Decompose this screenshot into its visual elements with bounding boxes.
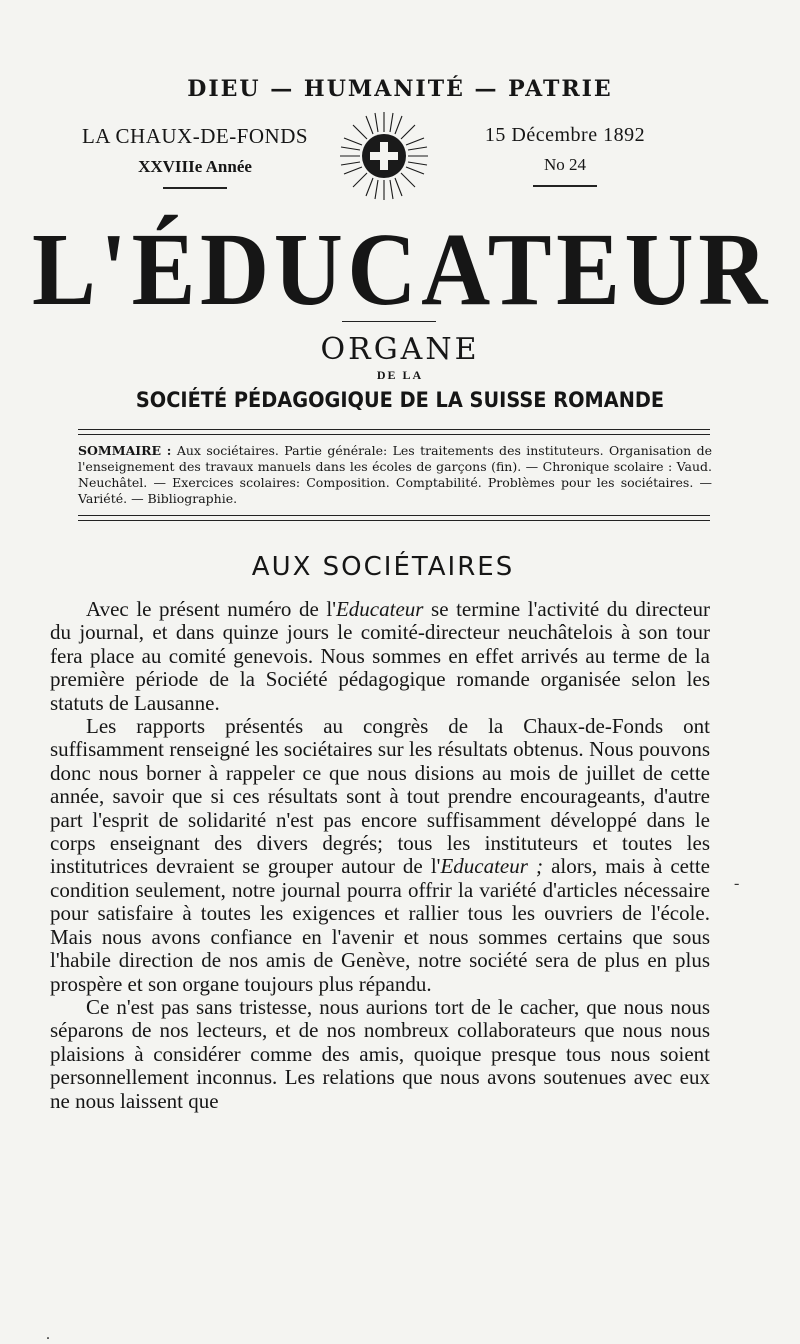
masthead-motto: DIEU — HUMANITÉ — PATRIE <box>187 76 613 102</box>
society-name: SOCIÉTÉ PÉDAGOGIQUE DE LA SUISSE ROMANDE <box>135 388 665 412</box>
article-paragraph-1 <box>50 598 710 715</box>
p2-journal-name: Educateur ; <box>440 854 543 879</box>
article-title: AUX SOCIÉTAIRES <box>251 552 515 582</box>
masthead-year: XXVIIIe Année <box>138 157 252 176</box>
masthead-left-rule <box>163 187 227 189</box>
p2-text-a: Les rapports présentés au congrès de la Chaux-de-Fonds ont suffisamment renseigné les sociétaires sur les résultats obtenus. Nous pouvons donc nous borner à rappeler ce que nous disions au mois de juillet de cette année, savoir que si ces résultats sont à tout prendre encourageants, d'autre part l'esprit de solidarité n'est pas encore suffisamment développé dans le corps enseignant des divers degrés; tous les instituteurs et toutes les institutrices devraient se grouper autour de l' <box>50 714 710 879</box>
article-body <box>50 598 710 1113</box>
masthead-date: 15 Décembre 1892 <box>484 124 646 146</box>
article-paragraph-3: Ce n'est pas sans tristesse, nous aurions tort de le cacher, que nous nous séparons de nos lecteurs, et de nos nombreux collaborateurs que nous nous plaisions à considérer comme des amis, quoique presque tous nous soient personnellement inconnus. Les relations que nous avons soutenues avec eux ne nous laissent que <box>50 994 710 1113</box>
summary-label: SOMMAIRE : <box>78 443 172 458</box>
summary-bottom-rule <box>78 515 710 521</box>
de-la-label: DE LA <box>376 368 424 382</box>
summary-block <box>78 443 712 507</box>
summary-text: Aux sociétaires. Partie générale: Les traitements des instituteurs. Organisation de l'enseignement des travaux manuels dans les écoles de garçons (fin). — Chronique scolaire : Vaud. Neuchâtel. — Exercices scolaires: Composition. Comptabilité. Problèmes pour les sociétaires. — Variété. — Bibliographie. <box>78 443 712 506</box>
p2-text-b: alors, mais à cette condition seulement, notre journal pourra offrir la variété d'articles nécessaire pour satisfaire à toutes les exigences et rallier tous les ouvriers de l'école. Mais nous avons confiance en l'avenir et nous sommes certains que sous l'habile direction de nos amis de Genève, notre société sera de plus en plus prospère et son organe toujours plus répandu. <box>50 854 710 996</box>
organe-heading: ORGANE <box>320 332 480 367</box>
title-rule <box>342 321 436 322</box>
article-paragraph-2 <box>50 715 710 996</box>
corner-mark: . <box>46 1326 50 1343</box>
journal-title: L'ÉDUCATEUR <box>32 212 772 327</box>
margin-mark: - <box>734 875 740 892</box>
p1-text-a: Avec le présent numéro de l' <box>86 597 336 621</box>
masthead-city: LA CHAUX-DE-FONDS <box>81 124 309 148</box>
masthead-left <box>80 124 310 189</box>
masthead-right <box>470 124 660 187</box>
masthead-issue: No 24 <box>543 155 587 174</box>
masthead-right-rule <box>533 185 597 187</box>
swiss-cross-emblem-icon <box>336 108 432 204</box>
p1-text-b: se termine l'activité du directeur du journal, et dans quinze jours le comité-directeur neuchâtelois à son tour fera place au comité genevois. Nous sommes en effet arrivés au terme de la première période de la Société pédagogique romande organisée selon les statuts de Lausanne. <box>50 597 710 715</box>
p1-journal-name: Educateur <box>335 597 424 621</box>
summary-top-rule <box>78 429 710 435</box>
